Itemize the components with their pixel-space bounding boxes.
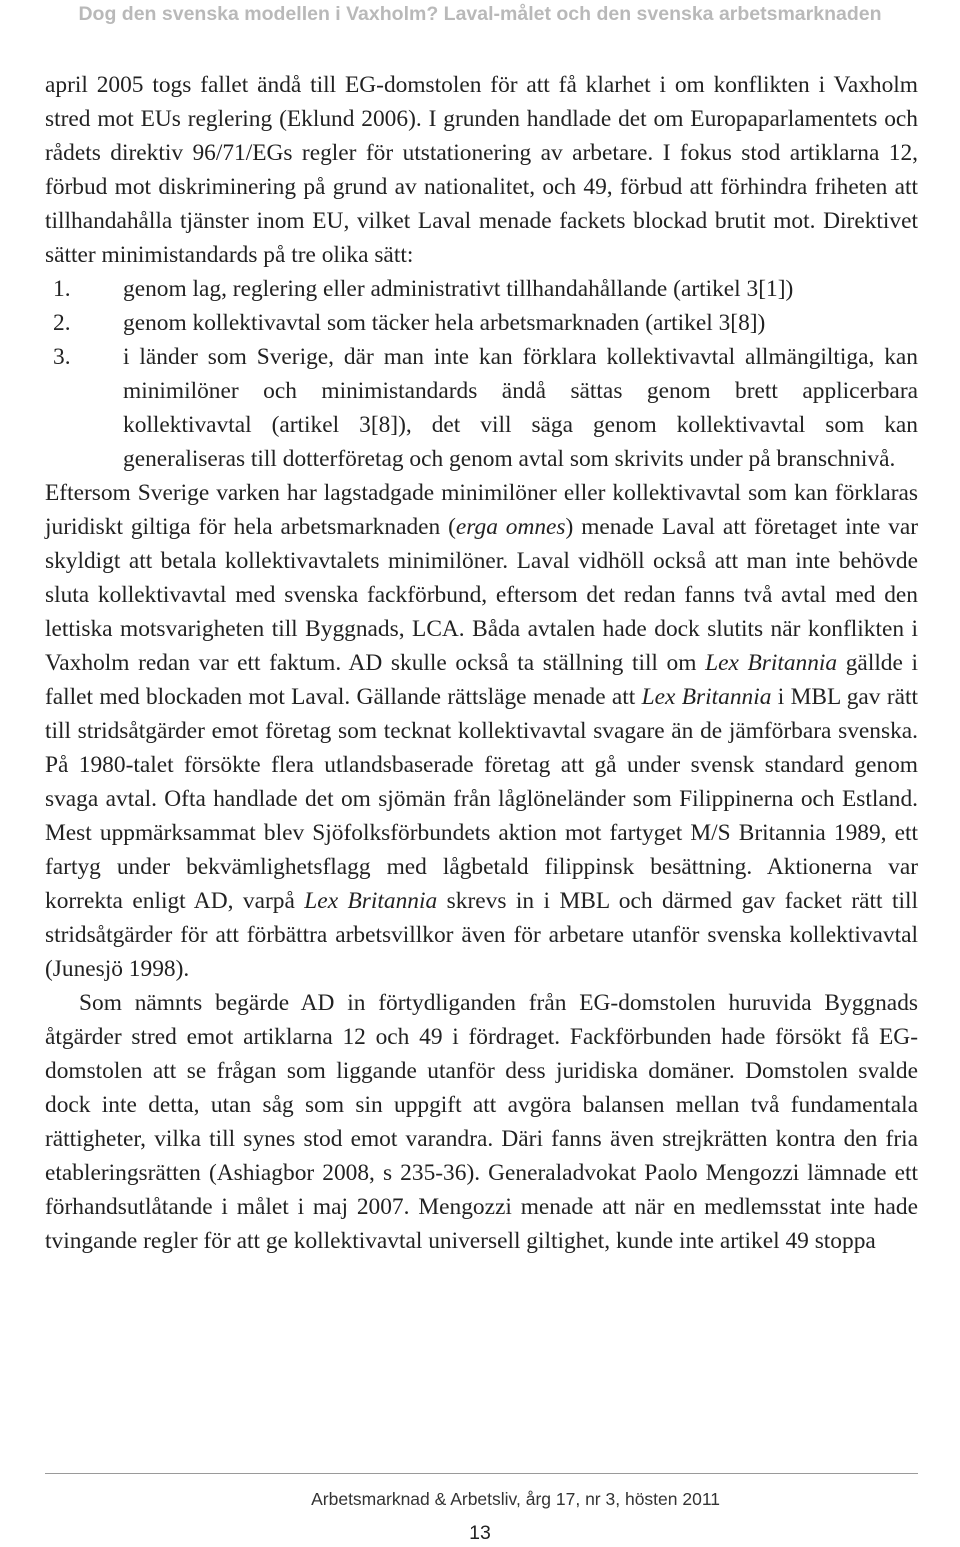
italic-term: Lex Britannia xyxy=(304,888,438,914)
italic-term: erga omnes xyxy=(455,514,566,540)
numbered-list xyxy=(45,272,918,476)
article-body xyxy=(45,68,918,1258)
list-number: 2. xyxy=(53,310,71,336)
page-number: 13 xyxy=(469,1522,491,1544)
list-text: i länder som Sverige, där man inte kan förklara kollektivavtal allmängiltiga, kan minimilöner och minimistandards ändå sättas genom brett applicerbara kollektivavtal (artikel 3[8]), det vill säga genom kollektivavtal som kan generaliseras till dotterföretag och genom avtal som skrivits under på branschnivå. xyxy=(123,344,918,472)
footer-divider xyxy=(45,1473,918,1474)
text-run: ) menade Laval att företaget inte var skyldigt att betala kollektivavtalets minimilöner. Laval vidhöll också att man inte behövde sluta kollektivavtal med svenska fackförbund, eftersom det redan fanns två avtal med den lettiska motsvarigheten till Byggnads, LCA. Båda avtalen hade dock slutits när konflikten i Vaxholm redan var ett faktum. AD skulle också ta ställning till om xyxy=(45,514,918,676)
text-run: gällde i fallet med blockaden mot Laval. Gällande rättsläge menade att xyxy=(45,650,919,710)
list-text: genom lag, reglering eller administrativt tillhandahållande (artikel 3[1]) xyxy=(123,276,794,302)
list-item xyxy=(45,272,918,306)
text-run: i MBL gav rätt till stridsåtgärder emot företag som tecknat kollektivavtal svagare än de jämförbara svenska. På 1980-talet försökte flera utlandsbaserade företag att gå under svensk standard genom svaga avtal. Ofta handlade det om sjömän från låglöneländer som Filippinerna och Estland. Mest uppmärksammat blev Sjöfolksförbundets aktion mot fartyget M/S Britannia 1989, ett fartyg under bekvämlighetsflagg med lågbetald filippinsk besättning. Aktionerna var korrekta enligt AD, varpå xyxy=(45,684,918,914)
text-run: Eftersom Sverige varken har lagstadgade minimilöner eller kollektivavtal som kan förklaras juridiskt giltiga för hela arbetsmarknaden ( xyxy=(45,480,918,540)
italic-term: Lex Britannia xyxy=(705,650,838,676)
list-item xyxy=(45,306,918,340)
running-header: Dog den svenska modellen i Vaxholm? Laval-målet och den svenska arbetsmarknaden xyxy=(78,3,882,25)
paragraph-intro: april 2005 togs fallet ändå till EG-domstolen för att få klarhet i om konflikten i Vaxholm stred mot EUs reglering (Eklund 2006). I grunden handlade det om Europaparlamentets och rådets direktiv 96/71/EGs regler för utstationering av arbetare. I fokus stod artiklarna 12, förbud mot diskriminering på grund av nationalitet, och 49, förbud att förhindra friheten att tillhandahålla tjänster inom EU, vilket Laval menade fackets blockad brutit mot. Direktivet sätter minimistandards på tre olika sätt: xyxy=(45,72,918,268)
list-item xyxy=(45,340,918,476)
italic-term: Lex Britannia xyxy=(641,684,772,710)
list-number: 3. xyxy=(53,344,71,370)
text-run: skrevs in i MBL och därmed gav facket rätt till stridsåtgärder för att förbättra arbetsvillkor även för arbetare utanför svenska kollektivavtal (Junesjö 1998). xyxy=(45,888,918,982)
journal-citation: Arbetsmarknad & Arbetsliv, årg 17, nr 3, hösten 2011 xyxy=(311,1489,720,1509)
paragraph-laval xyxy=(45,476,918,986)
list-text: genom kollektivavtal som täcker hela arbetsmarknaden (artikel 3[8]) xyxy=(123,310,766,336)
paragraph-ad: Som nämnts begärde AD in förtydliganden från EG-domstolen huruvida Byggnads åtgärder stred emot artiklarna 12 och 49 i fördraget. Fackförbunden hade försökt få EG-domstolen att se frågan som liggande utanför dess juridiska domäner. Domstolen svalde dock inte detta, utan såg som sin uppgift att avgöra balansen mellan två fundamentala rättigheter, vilka till synes stod emot varandra. Däri fanns även strejkrätten kontra den fria etableringsrätten (Ashiagbor 2008, s 235-36). Generaladvokat Paolo Mengozzi lämnade ett förhandsutlåtande i målet i maj 2007. Mengozzi menade att när en medlemsstat inte hade tvingande regler för att ge kollektivavtal universell giltighet, kunde inte artikel 49 stoppa xyxy=(45,990,918,1254)
list-number: 1. xyxy=(53,276,71,302)
